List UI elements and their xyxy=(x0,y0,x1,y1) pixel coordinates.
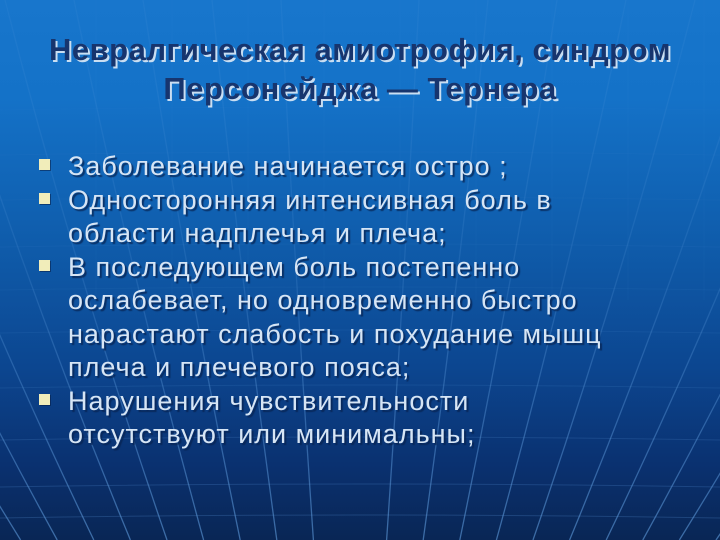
square-bullet-icon xyxy=(39,159,50,170)
bullet-item-3 xyxy=(68,251,688,385)
slide-title-line2: Персонейджа — Тернера xyxy=(163,71,557,106)
bullet-text: нарастают слабость и похудание мышц xyxy=(68,318,602,349)
bullet-item-1 xyxy=(68,150,688,184)
bullet-text: плеча и плечевого пояса; xyxy=(68,352,411,382)
bullet-text: области надплечья и плеча; xyxy=(68,218,447,248)
bullet-text: Заболевание начинается остро ; xyxy=(68,151,508,181)
bullet-text: Нарушения чувствительности xyxy=(68,385,470,416)
bullet-text: ослабевает, но одновременно быстро xyxy=(68,285,578,315)
bullet-text: Односторонняя интенсивная боль в xyxy=(68,184,552,215)
bullet-text: отсутствуют или минимальны; xyxy=(68,419,476,449)
bullet-text: В последующем боль постепенно xyxy=(68,251,521,282)
square-bullet-icon xyxy=(39,260,50,271)
bullet-item-2 xyxy=(68,184,688,251)
bullet-list xyxy=(68,150,688,452)
square-bullet-icon xyxy=(39,394,50,405)
slide-title-line1: Невралгическая амиотрофия, синдром xyxy=(48,32,672,67)
bullet-item-4 xyxy=(68,385,688,452)
square-bullet-icon xyxy=(39,193,50,204)
slide-title xyxy=(0,30,720,108)
